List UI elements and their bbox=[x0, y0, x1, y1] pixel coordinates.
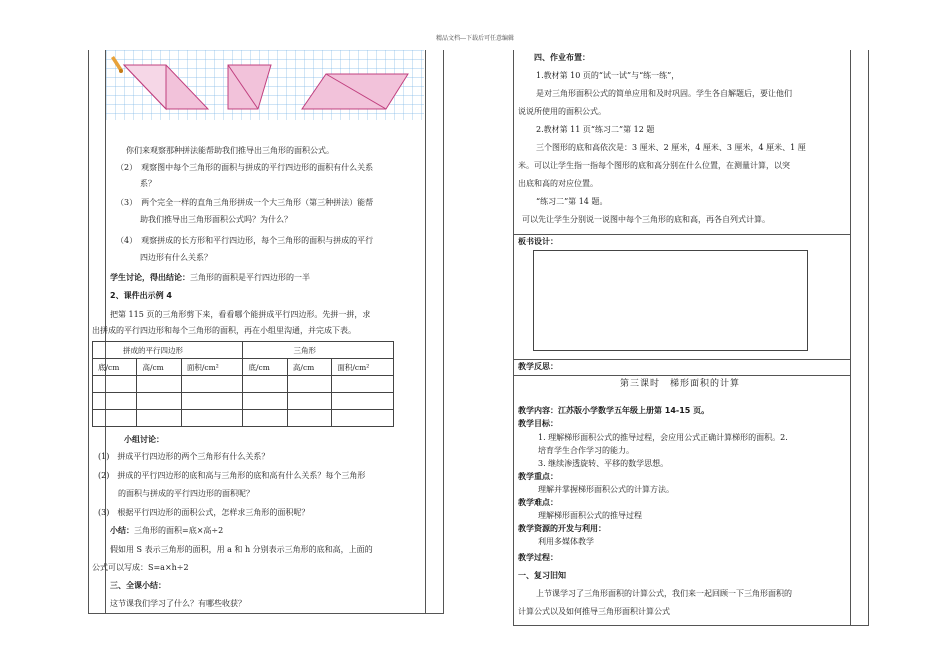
homework-1-line-1: 是对三角形面积公式的简单应用和及时巩固。学生各自解题后，要让他们 bbox=[536, 89, 792, 98]
teaching-content-label: 教学内容： bbox=[518, 406, 558, 415]
right-frame-bottom-border bbox=[513, 625, 869, 626]
table-cell bbox=[93, 393, 137, 410]
group-parallelogram: 拼成的平行四边形 bbox=[93, 342, 243, 359]
table-column-header bbox=[93, 359, 394, 376]
table-cell bbox=[243, 410, 287, 427]
review-line-1: 上节课学习了三角形面积的计算公式，我们来一起回顾一下三角形面积的 bbox=[536, 589, 792, 598]
table-cell bbox=[137, 376, 181, 393]
table-cell bbox=[332, 410, 394, 427]
goal-2: 培育学生合作学习的能力。 bbox=[538, 446, 634, 455]
col-area: 面积/cm² bbox=[332, 359, 394, 376]
teaching-reflection-title: 教学反思： bbox=[518, 362, 558, 371]
table-group-header bbox=[93, 342, 394, 359]
right-divider-board bbox=[513, 234, 851, 235]
resources-text: 利用多媒体教学 bbox=[538, 537, 594, 546]
formula-line-1: 假如用 S 表示三角形的面积，用 a 和 h 分别表示三角形的底和高，上面的 bbox=[110, 545, 373, 554]
homework-3: “练习二”第 14 题。 bbox=[536, 197, 608, 206]
teaching-process-label: 教学过程： bbox=[518, 553, 558, 562]
step-2-heading: 2、课件出示例 4 bbox=[110, 291, 172, 300]
section-3-heading: 三、全课小结： bbox=[110, 581, 166, 590]
question-4-line-1: （4） 观察拼成的长方形和平行四边形，每个三角形的面积与拼成的平行 bbox=[116, 236, 374, 245]
review-line-2: 计算公式以及如何推导三角形面积计算公式 bbox=[518, 607, 670, 616]
board-design-box bbox=[533, 250, 808, 351]
question-2-line-1: （2） 观察图中每个三角形的面积与拼成的平行四边形的面积有什么关系 bbox=[116, 163, 374, 172]
col-base: 底/cm bbox=[93, 359, 137, 376]
table-row bbox=[93, 376, 394, 393]
homework-1: 1.教材第 10 页的“试一试”与“练一练”， bbox=[536, 71, 680, 80]
board-design-title: 板书设计： bbox=[518, 237, 558, 246]
col-area: 面积/cm² bbox=[181, 359, 243, 376]
discussion-2-line-2: 的面积与拼成的平行四边形的面积呢？ bbox=[118, 489, 254, 498]
summary-formula: 三角形的面积=底×高÷2 bbox=[134, 526, 224, 535]
table-cell bbox=[287, 410, 331, 427]
teaching-content-text: 江苏版小学数学五年级上册第 14-15 页。 bbox=[558, 406, 710, 415]
homework-2-line-1: 三个图形的底和高依次是：3 厘米、2 厘米，4 厘米、3 厘米，4 厘米、1 厘 bbox=[536, 143, 806, 152]
left-frame-right-border bbox=[443, 50, 444, 613]
table-row bbox=[93, 410, 394, 427]
example-line-2: 出拼成的平行四边形和每个三角形的面积，再在小组里沟通，并完成下表。 bbox=[92, 326, 356, 335]
left-frame-bottom-border bbox=[88, 613, 444, 614]
area-table bbox=[92, 341, 394, 427]
page-header: 精品文档---下载后可任意编辑 bbox=[435, 35, 515, 42]
formula-line-2: 公式可以写成：S=a×h÷2 bbox=[92, 563, 189, 572]
table-cell bbox=[137, 393, 181, 410]
conclusion bbox=[110, 272, 310, 283]
right-frame-left-border bbox=[513, 50, 514, 625]
right-divider-reflect bbox=[513, 359, 851, 360]
table-row bbox=[93, 393, 394, 410]
review-heading: 一、复习旧知 bbox=[518, 571, 566, 580]
section-4-heading: 四、作业布置： bbox=[534, 53, 590, 62]
key-point-label: 教学重点： bbox=[518, 472, 558, 481]
discussion-3: (3) 根据平行四边形的面积公式，怎样求三角形的面积呢？ bbox=[98, 508, 310, 517]
resources-label: 教学资源的开发与利用： bbox=[518, 524, 606, 533]
triangle-grid-figure bbox=[106, 50, 424, 120]
table-cell bbox=[287, 376, 331, 393]
key-point-text: 理解并掌握梯形面积公式的计算方法。 bbox=[538, 485, 674, 494]
table-cell bbox=[243, 376, 287, 393]
group-triangle: 三角形 bbox=[243, 342, 394, 359]
table-cell bbox=[181, 376, 243, 393]
example-line-1: 把第 115 页的三角形剪下来，看看哪个能拼成平行四边形。先拼一拼，求 bbox=[110, 310, 371, 319]
question-2-line-2: 系？ bbox=[140, 179, 156, 188]
goal-3: 3. 继续渗透旋转、平移的数学思想。 bbox=[538, 459, 669, 468]
teaching-goals-label: 教学目标： bbox=[518, 419, 558, 428]
table-cell bbox=[93, 376, 137, 393]
summary-label: 小结： bbox=[110, 526, 134, 535]
table-cell bbox=[93, 410, 137, 427]
left-frame-left-border bbox=[88, 50, 89, 613]
left-content-right-border bbox=[425, 50, 426, 613]
table-cell bbox=[181, 410, 243, 427]
group-discussion-title: 小组讨论： bbox=[124, 435, 164, 444]
goal-1: 1. 理解梯形面积公式的推导过程，会应用公式正确计算梯形的面积。2. bbox=[538, 433, 788, 442]
question-3-line-2: 助我们推导出三角形面积公式吗？为什么？ bbox=[140, 215, 292, 224]
discussion-2-line-1: (2) 拼成的平行四边形的底和高与三角形的底和高有什么关系？每个三角形 bbox=[98, 471, 366, 480]
right-divider-lesson bbox=[513, 375, 851, 376]
table-cell bbox=[287, 393, 331, 410]
homework-2-line-3: 出底和高的对应位置。 bbox=[518, 179, 598, 188]
table-cell bbox=[243, 393, 287, 410]
question-3-line-1: （3） 两个完全一样的直角三角形拼成一个大三角形（第三种拼法）能帮 bbox=[116, 198, 374, 207]
discussion-1: (1) 拼成平行四边形的两个三角形有什么关系？ bbox=[98, 452, 270, 461]
col-height: 高/cm bbox=[287, 359, 331, 376]
right-frame-right-border bbox=[868, 50, 869, 625]
conclusion-text: 三角形的面积是平行四边形的一半 bbox=[190, 273, 310, 282]
summary bbox=[110, 525, 223, 536]
difficulty-text: 理解梯形面积公式的推导过程 bbox=[538, 511, 642, 520]
difficulty-label: 教学难点： bbox=[518, 498, 558, 507]
conclusion-label: 学生讨论，得出结论： bbox=[110, 273, 190, 282]
table-cell bbox=[332, 393, 394, 410]
homework-2: 2.教材第 11 页“练习二”第 12 题 bbox=[536, 125, 655, 134]
table-cell bbox=[181, 393, 243, 410]
summary-question: 这节课我们学习了什么？有哪些收获？ bbox=[110, 599, 246, 608]
homework-2-line-2: 米。可以让学生指一指每个图形的底和高分别在什么位置，在测量计算，以突 bbox=[518, 161, 790, 170]
intro-paragraph: 你们来观察那种拼法能帮助我们推导出三角形的面积公式。 bbox=[126, 146, 334, 155]
question-4-line-2: 四边形有什么关系？ bbox=[140, 253, 212, 262]
right-content-right-border bbox=[850, 50, 851, 625]
table-cell bbox=[137, 410, 181, 427]
table-cell bbox=[332, 376, 394, 393]
col-height: 高/cm bbox=[137, 359, 181, 376]
lesson-title: 第三课时 梯形面积的计算 bbox=[620, 379, 741, 389]
col-base: 底/cm bbox=[243, 359, 287, 376]
teaching-content bbox=[518, 405, 709, 416]
homework-3-line-1: 可以先让学生分别说一说图中每个三角形的底和高，再各自列式计算。 bbox=[522, 215, 770, 224]
homework-1-line-2: 说说所使用的面积公式。 bbox=[518, 107, 606, 116]
